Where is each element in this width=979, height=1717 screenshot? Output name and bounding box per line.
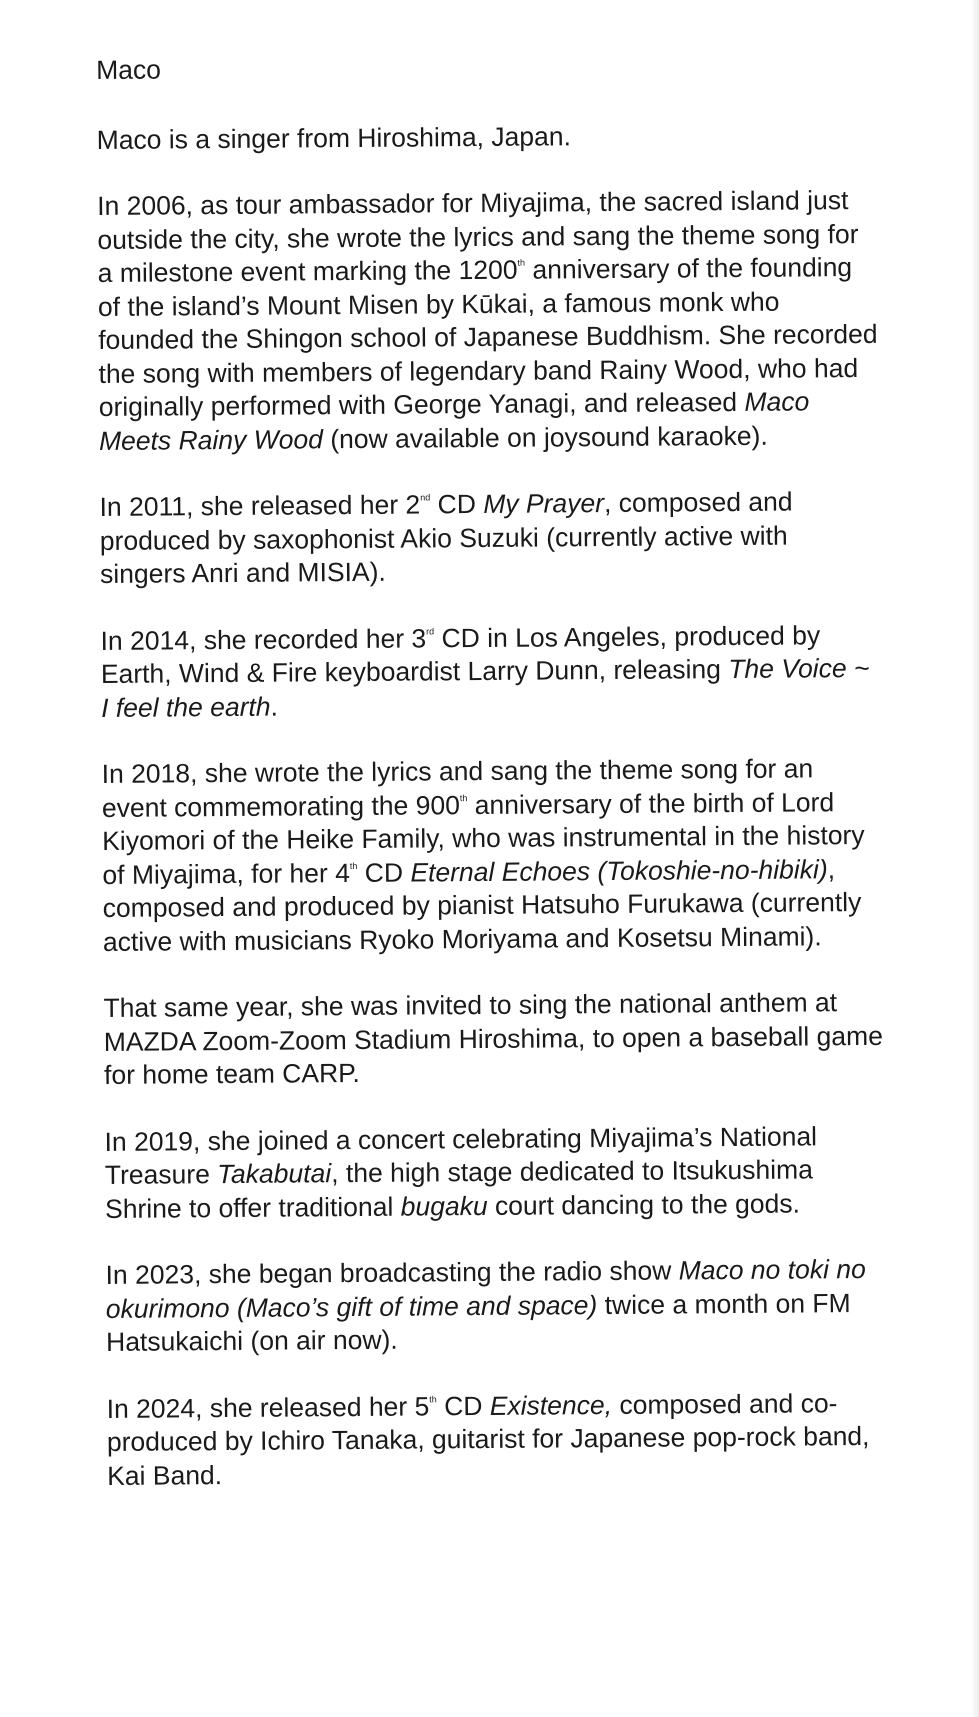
ordinal-suffix: nd: [420, 492, 431, 503]
ordinal-suffix: rd: [426, 625, 435, 636]
text-span: anniversary of the birth of Lord Kiyomori of the Heike Family, who was instrumental in the history of Miyajima, for her 4: [102, 786, 865, 890]
text-span: In 2023, she began broadcasting the radio show: [105, 1255, 679, 1290]
text-span: court dancing to the gods.: [487, 1188, 801, 1221]
text-span: In 2024, she released her 5: [106, 1390, 430, 1424]
paragraph-2019: [104, 1119, 885, 1226]
italic-term: Takabutai: [217, 1158, 332, 1190]
text-span: In 2019, she joined a concert celebrating Miyajima’s National Treasure: [104, 1120, 818, 1190]
paragraph-2014: [100, 618, 881, 725]
text-span: In 2014, she recorded her 3: [100, 622, 427, 656]
paragraph-2006: [97, 184, 879, 458]
biography-text: [96, 48, 888, 1526]
text-span: In 2011, she released her 2: [99, 489, 421, 522]
text-span: In 2006, as tour ambassador for Miyajima, the sacred island just outside the city, she wrote the lyrics and sang the theme song for a milestone event marking the 1200: [97, 185, 859, 288]
album-title: My Prayer: [483, 488, 605, 519]
document-title: Maco: [96, 54, 162, 85]
paragraph-2018: [102, 752, 884, 959]
paragraph-same-year: That same year, she was invited to sing the national anthem at MAZDA Zoom-Zoom Stadium Hiroshima, to open a baseball game for home team CARP.: [103, 987, 883, 1090]
album-title: The Voice ~ I feel the earth: [101, 652, 870, 723]
text-span: In 2018, she wrote the lyrics and sang the theme song for an event commemorating the 900: [101, 753, 814, 823]
text-span: anniversary of the founding of the island’s Mount Misen by Kūkai, a famous monk who founded the Shingon school of Japanese Buddhism. She recorded the song with members of legendary band Rainy Wood, who had originally performed with George Yanagi, and released: [97, 252, 878, 422]
ordinal-suffix: th: [459, 792, 468, 803]
ordinal-suffix: th: [429, 1393, 437, 1404]
text-span: CD: [357, 857, 411, 888]
paragraph-2011: [99, 485, 880, 592]
text-span: twice a month on FM Hatsukaichi (on air now).: [105, 1287, 851, 1357]
album-title: Eternal Echoes (Tokoshie-no-hibiki): [410, 853, 828, 888]
ordinal-suffix: th: [349, 860, 358, 871]
page-edge-shadow: [971, 0, 979, 1717]
album-title: Maco Meets Rainy Wood: [98, 386, 810, 456]
text-span: , composed and produced by saxophonist Akio Suzuki (currently active with singers Anri and MISIA).: [99, 486, 793, 589]
text-span: CD: [430, 488, 484, 520]
text-span: composed and co-produced by Ichiro Tanaka, guitarist for Japanese pop-rock band, Kai Band.: [106, 1387, 870, 1491]
text-span: , composed and produced by pianist Hatsuho Furukawa (currently active with musicians Ryoko Moriyama and Kosetsu Minami).: [102, 853, 862, 957]
radio-show-title: Maco no toki no okurimono (Maco’s gift of time and space): [105, 1253, 866, 1324]
text-span: CD: [436, 1390, 490, 1421]
paragraph-2023: [105, 1253, 886, 1360]
text-span: (now available on joysound karaoke).: [322, 420, 768, 454]
italic-term: bugaku: [400, 1190, 488, 1222]
paragraph-intro: Maco is a singer from Hiroshima, Japan.: [96, 120, 572, 155]
text-span: CD in Los Angeles, produced by Earth, Wind & Fire keyboardist Larry Dunn, releasing: [100, 619, 821, 689]
album-title: Existence,: [489, 1389, 613, 1421]
ordinal-suffix: th: [517, 257, 526, 268]
text-span: .: [270, 691, 279, 722]
text-span: , the high stage dedicated to Itsukushima Shrine to offer traditional: [104, 1154, 814, 1224]
paragraph-2024: [107, 1386, 888, 1493]
